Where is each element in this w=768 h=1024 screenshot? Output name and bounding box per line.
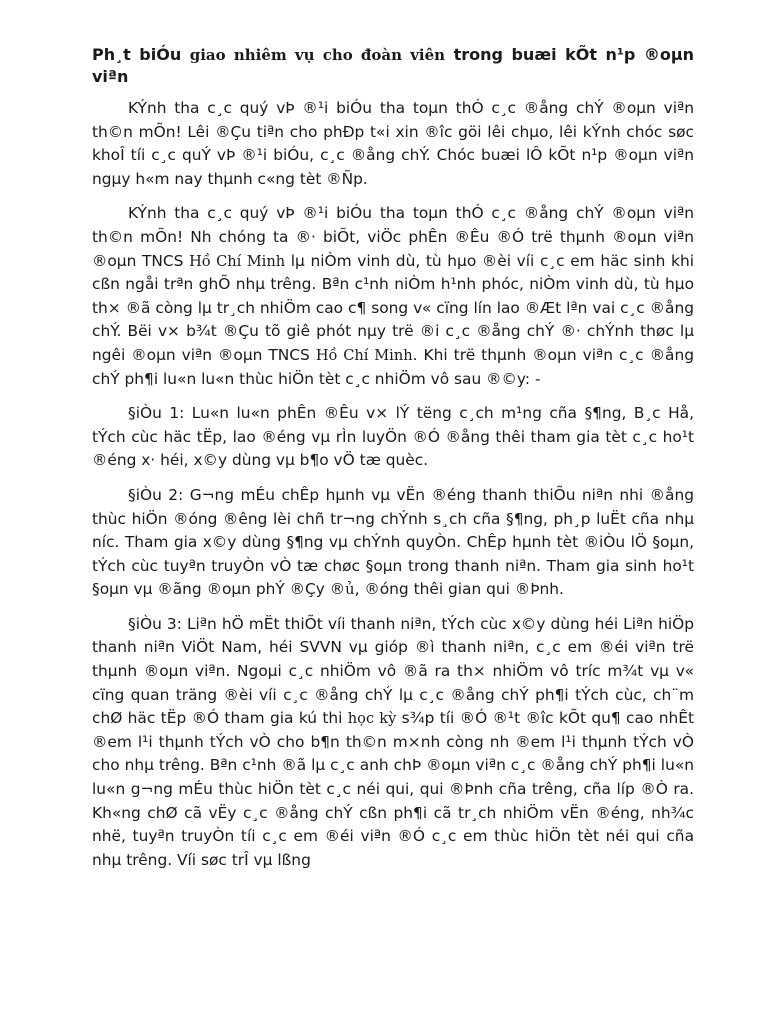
paragraph-text: ủ	[345, 581, 355, 599]
paragraph-text: Hồ Chí Minh	[315, 346, 413, 364]
paragraph-greeting: KÝnh tha c¸c quý vÞ ®¹i biÓu tha toµn thÓ c¸c ®ång chÝ ®oµn viªn th©n mÕn! Lêi ®Çu tiªn cho phÐp t«i xin ®îc göi lêi chµo, lêi kÝnh chóc søc khoÎ tíi c¸c quÝ vÞ ®¹i biÓu, c¸c ®ång chÝ. Chóc buæi lÔ kÕt n¹p ®oµn viªn ngµy h«m nay thµnh c«ng tèt ®Ñp.	[92, 99, 694, 188]
paragraph-text: . Khi trë thµnh ®oµn viªn c¸c ®ång chÝ ph¶i lu«n lu«n thùc hiÖn tèt c¸c nhiÖm vô sau ®©y: -	[92, 345, 694, 388]
paragraph-text: s¾p tíi ®Ó ®¹t ®îc kÕt qu¶ cao nhÊt ®em l¹i thµnh tÝch vÒ cho b¶n th©n m×nh còng nh ®em l¹i thµnh tÝch vÒ cho nhµ trêng. Bªn c¹nh ®ã lµ c¸c anh chÞ ®oµn viªn c¸c ®ång chÝ ph¶i lu«n lu«n g¬ng mÉu thùc hiÖn tèt c¸c néi qui, qui ®Þnh cña trêng, cña líp ®Ò ra. Kh«ng chØ cã vËy c¸c ®ång chÝ cßn ph¶i cã tr¸ch nhiÖm vËn ®éng, nh¾c nhë, tuyªn truyÒn tíi c¸c em ®éi viªn ®Ó c¸c em thùc hiÖn tèt néi qui cña nhµ trêng. Víi søc trÎ vµ lßng	[92, 709, 694, 869]
paragraph-text: Hồ Chí Minh	[189, 252, 286, 270]
title-part-1: Ph¸t biÓu	[92, 45, 190, 64]
paragraph-text: §iÒu 2: G¬ng mÉu chÊp hµnh vµ vËn ®éng thanh thiÕu niªn nhi ®ång thùc hiÖn ®óng ®êng lèi chñ tr¬ng chÝnh s¸ch cña §¶ng, ph¸p luËt cña nhµ níc. Tham gia x©y dùng §¶ng vµ chÝnh quyÒn. ChÊp hµnh tèt ®iÒu lÖ §oµn, tÝch cùc tuyªn truyÒn vÒ tæ chøc §oµn trong thanh niªn. Tham gia sinh ho¹t §oµn vµ ®ãng ®oµn phÝ ®Çy ®	[92, 485, 694, 599]
document-title	[92, 44, 694, 88]
title-part-3: trong buæi kÕt n¹p ®oµn viªn	[92, 45, 695, 86]
title-part-2: giao nhiêm vụ cho đoàn viên	[189, 46, 446, 64]
paragraph-introduction	[92, 202, 694, 391]
paragraph-text: KÝnh tha c¸c quý vÞ ®¹i biÓu tha toµn thÓ c¸c ®ång chÝ ®oµn viªn th©n mÕn! Nh chóng ta ®· biÕt, viÖc phÊn ®Êu ®Ó trë thµnh ®oµn viªn ®oµn TNCS	[92, 204, 694, 270]
paragraph-article-3	[92, 613, 694, 873]
paragraph-text: học kỳ	[347, 710, 397, 728]
paragraph-text: §iÒu 3: Liªn hÖ mËt thiÕt víi thanh niªn, tÝch cùc x©y dùng héi Liªn hiÖp thanh niªn ViÖt Nam, héi SVVN vµ gióp ®ì thanh niªn, c¸c em ®éi viªn trë thµnh ®oµn viªn. Ngoµi c¸c nhiÖm vô ®ã ra th× nhiÖm vô tríc m¾t vµ v« cïng quan träng ®èi víi c¸c ®ång chÝ lµ c¸c ®ång chÝ ph¶i tÝch cùc, ch¨m chØ häc tËp ®Ó tham gia kú thi	[92, 614, 694, 728]
paragraph-text: lµ niÒm vinh dù, tù hµo ®èi víi c¸c em häc sinh khi cßn ngåi trªn ghÕ nhµ trêng. Bªn c¹nh niÒm h¹nh phóc, niÒm vinh dù, tù hµo th× ®ã còng lµ tr¸ch nhiÖm cao c¶ song v« cïng lín lao ®Æt lªn vai c¸c ®ång chÝ. Bëi v× b¾t ®Çu tõ giê phót nµy trë ®i c¸c ®ång chÝ ®· chÝnh thøc lµ ngêi ®oµn viªn ®oµn TNCS	[92, 251, 694, 364]
paragraph-article-2	[92, 484, 694, 602]
paragraph-text: , ®óng thêi gian qui ®Þnh.	[354, 580, 564, 599]
paragraph-article-1: §iÒu 1: Lu«n lu«n phÊn ®Êu v× lÝ tëng c¸ch m¹ng cña §¶ng, B¸c Hå, tÝch cùc häc tËp, lao ®éng vµ rÌn luyÖn ®Ó ®ång thêi tham gia tèt c¸c ho¹t ®éng x· héi, x©y dùng vµ b¶o vÖ tæ quèc.	[92, 404, 694, 470]
